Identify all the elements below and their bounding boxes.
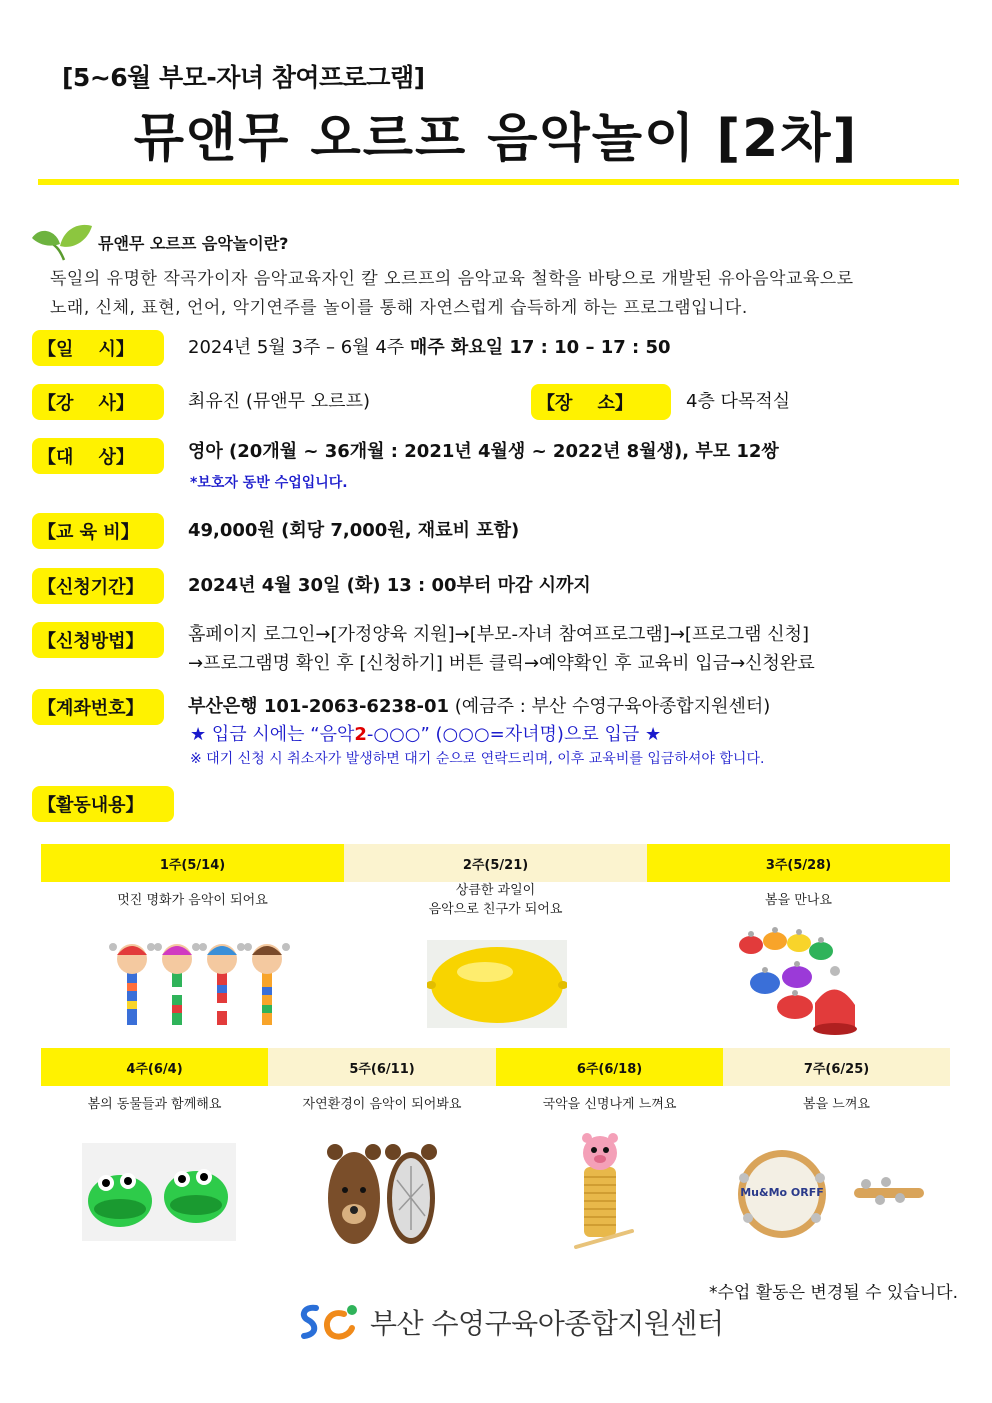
center-name: 부산 수영구육아종합지원센터 — [370, 1307, 724, 1340]
teacher-label: 【강 사】 — [32, 384, 164, 420]
week-7-activity: 봄을 느껴요 — [803, 1097, 870, 1112]
rattle-2 — [154, 943, 200, 1025]
tambourine — [738, 1150, 826, 1238]
target-value — [188, 439, 779, 465]
place-label: 【장 소】 — [531, 384, 671, 420]
pig-guiro-image — [572, 1133, 644, 1251]
frog-castanets-image — [82, 1143, 236, 1241]
week-5-header: 5주(6/11) — [268, 1048, 496, 1086]
tambourine-bells-image — [734, 1148, 934, 1243]
account-label: 【계좌번호】 — [32, 689, 164, 725]
week-5-activity: 자연환경이 음악이 되어봐요 — [302, 1097, 462, 1112]
week-1-activity: 멋진 명화가 음악이 되어요 — [117, 893, 268, 908]
week-4-activity: 봄의 동물들과 함께해요 — [87, 1097, 222, 1112]
tambourine-logo-text: Mu&Mo ORFF — [740, 1186, 824, 1199]
center-logo-icon — [296, 1300, 362, 1344]
week-7-header: 7주(6/25) — [723, 1048, 950, 1086]
sprout-icon — [30, 222, 94, 262]
week-header-row-2 — [41, 1048, 950, 1086]
waiting-note: ※ 대기 신청 시 취소자가 발생하면 대기 순으로 연락드리며, 이후 교육비를 입금하셔야 합니다. — [190, 751, 765, 767]
period-text: 2024년 4월 30일 (화) 13 : 00부터 마감 시까지 — [188, 575, 591, 596]
page-title: 뮤앤무 오르프 음악놀이 [2차] — [133, 109, 859, 169]
period-label: 【신청기간】 — [32, 568, 164, 604]
fee-value — [188, 518, 519, 544]
account-value — [188, 694, 770, 720]
ocean-drum — [385, 1144, 437, 1244]
rattle-3 — [199, 943, 245, 1025]
intro-description — [50, 265, 962, 323]
schedule-dates: 2024년 5월 3주 – 6월 4주 — [188, 337, 410, 358]
intro-line-2: 노래, 신체, 표현, 언어, 악기연주를 놀이를 통해 자연스럽게 습득하게 하는 프로그램입니다. — [50, 298, 748, 318]
deposit-post: -○○○” (○○○=자녀명)으로 입금 ★ — [366, 724, 662, 745]
week-2-header: 2주(5/21) — [344, 844, 647, 882]
deposit-pre: ★ 입금 시에는 “음악 — [190, 724, 355, 745]
jingle-stick — [854, 1177, 924, 1205]
deposit-number: 2 — [354, 724, 367, 745]
schedule-time: 매주 화요일 17 : 10 – 17 : 50 — [409, 337, 671, 358]
title-underline — [38, 179, 959, 185]
fee-label: 【교 육 비】 — [32, 513, 164, 549]
week-3-header: 3주(5/28) — [647, 844, 950, 882]
week-4-header: 4주(6/4) — [41, 1048, 268, 1086]
program-subtitle: [5~6월 부모-자녀 참여프로그램] — [62, 63, 425, 92]
schedule-label: 【일 시】 — [32, 330, 164, 366]
account-number: 부산은행 101-2063-6238-01 — [188, 696, 450, 717]
target-text: 영아 (20개월 ~ 36개월 : 2021년 4월생 ~ 2022년 8월생), 부모 12쌍 — [188, 441, 779, 462]
place-value: 4층 다목적실 — [686, 391, 791, 412]
deposit-instruction — [190, 722, 661, 748]
week-3-activity: 봄을 만나요 — [765, 893, 832, 908]
week-1-header: 1주(5/14) — [41, 844, 344, 882]
rattle-1 — [109, 943, 155, 1025]
method-line-2: →프로그램명 확인 후 [신청하기] 버튼 클릭→예약확인 후 교육비 입금→신청완료 — [188, 653, 815, 674]
week-header-row-1 — [41, 844, 950, 882]
target-note: *보호자 동반 수업입니다. — [190, 475, 348, 491]
intro-line-1: 독일의 유명한 작곡가이자 음악교육자인 칼 오르프의 음악교육 철학을 바탕으로 개발된 유아음악교육으로 — [50, 269, 854, 289]
change-notice: *수업 활동은 변경될 수 있습니다. — [708, 1283, 958, 1303]
center-logo — [296, 1300, 724, 1344]
bear-ocean-drum-image — [325, 1140, 437, 1250]
method-label: 【신청방법】 — [32, 622, 164, 658]
week-2-activity: 상큼한 과일이 음악으로 친구가 되어요 — [428, 883, 563, 917]
week-6-activity: 국악을 신명나게 느껴요 — [542, 1097, 677, 1112]
teacher-value: 최유진 (뮤앤무 오르프) — [188, 391, 370, 412]
rattle-sticks-image — [105, 935, 295, 1030]
schedule-value — [188, 335, 671, 361]
bell-set — [739, 927, 857, 1035]
period-value — [188, 573, 591, 599]
intro-heading: 뮤앤무 오르프 음악놀이란? — [98, 233, 289, 253]
account-holder: (예금주 : 부산 수영구육아종합지원센터) — [449, 696, 771, 717]
intro-heading-row — [30, 222, 288, 262]
lemon-shaker-image — [427, 940, 567, 1028]
method-line-1: 홈페이지 로그인→[가정양육 지원]→[부모-자녀 참여프로그램]→[프로그램 신청] — [188, 624, 810, 645]
week-6-header: 6주(6/18) — [496, 1048, 723, 1086]
activity-label: 【활동내용】 — [32, 786, 174, 822]
handbells-image — [735, 925, 865, 1037]
target-label: 【대 상】 — [32, 438, 164, 474]
bear-face — [327, 1144, 381, 1244]
rattle-4 — [244, 943, 290, 1025]
fee-text: 49,000원 (회당 7,000원, 재료비 포함) — [188, 520, 520, 541]
